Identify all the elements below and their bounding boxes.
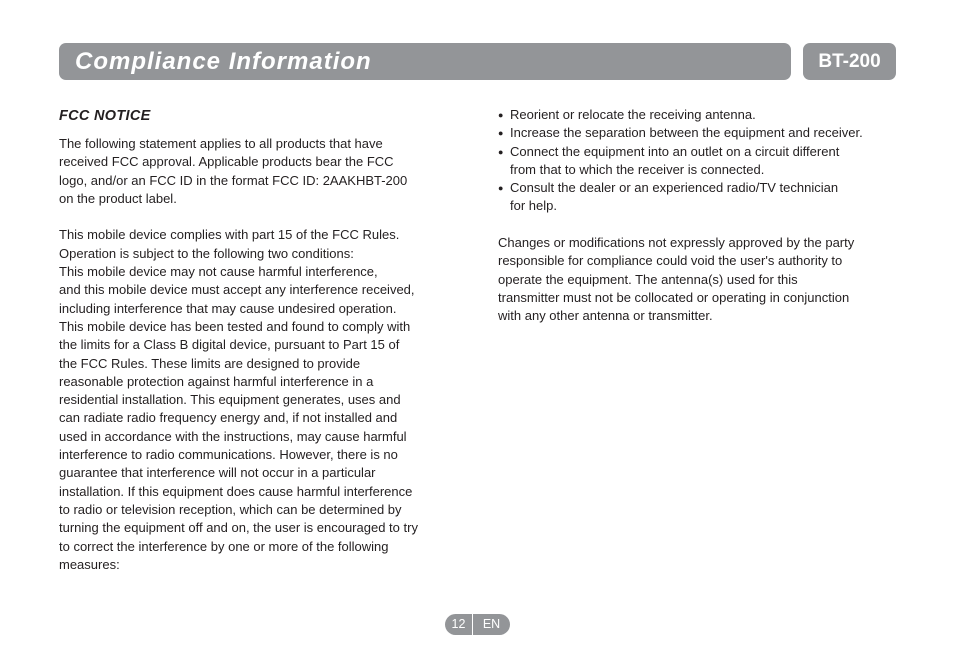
text-line: Increase the separation between the equipment and receiver. [510,125,863,141]
text-line: including interference that may cause undesired operation. [59,300,397,316]
text-line: Consult the dealer or an experienced radio/TV technician [510,180,839,196]
paragraph-gap [59,208,459,226]
text-line: Reorient or relocate the receiving antenna. [510,107,756,122]
text-line: received FCC approval. Applicable products bear the FCC [59,154,394,170]
text-line: turning the equipment off and on, the user is encouraged to try [59,520,418,536]
text-line: interference to radio communications. However, there is no [59,447,398,463]
paragraph-modifications [498,234,908,325]
text-line: This mobile device has been tested and found to comply with [59,318,411,334]
text-line: on the product label. [59,190,177,206]
bullet-icon: ● [498,183,504,194]
text-line: The following statement applies to all products that have [59,136,383,151]
text-line: transmitter must not be collocated or operating in conjunction [498,289,850,305]
text-line: the limits for a Class B digital device, pursuant to Part 15 of [59,337,400,353]
text-line: operate the equipment. The antenna(s) used for this [498,271,798,287]
text-line: logo, and/or an FCC ID in the format FCC ID: 2AAKHBT-200 [59,172,408,188]
bullet-icon: ● [498,146,504,157]
text-line: to correct the interference by one or more of the following [59,538,389,554]
text-line: guarantee that interference will not occur in a particular [59,465,376,481]
text-line: with any other antenna or transmitter. [498,308,713,324]
text-line: can radiate radio frequency energy and, if not installed and [59,410,398,426]
bullet-icon: ● [498,128,504,139]
section-heading: FCC NOTICE [59,108,151,124]
list-item [498,124,908,142]
language-label: EN [482,617,501,631]
paragraph-compliance [59,226,459,574]
text-line: Operation is subject to the following two conditions: [59,245,354,261]
header-bar [59,43,791,80]
text-line: and this mobile device must accept any interference received, [59,282,415,298]
right-column [498,106,908,326]
text-line: This mobile device complies with part 15 of the FCC Rules. [59,227,400,243]
measures-list [498,106,908,216]
bullet-icon: ● [498,110,504,120]
left-column [59,106,459,574]
page-indicator [445,614,510,635]
text-line: Changes or modifications not expressly approved by the party [498,235,855,251]
text-line: measures: [59,556,120,572]
text-line: from that to which the receiver is connected. [510,161,765,177]
text-line: to radio or television reception, which can be determined by [59,501,402,517]
model-badge: BT-200 [803,43,896,80]
list-item [498,106,908,124]
text-line: reasonable protection against harmful interference in a [59,373,374,389]
page-number: 12 [445,614,473,635]
list-item [498,143,908,180]
text-line: for help. [510,198,557,214]
text-line: This mobile device may not cause harmful interference, [59,264,378,280]
page-title: Compliance Information [75,48,372,75]
list-item [498,179,908,216]
text-line: residential installation. This equipment generates, uses and [59,392,401,408]
text-line: installation. If this equipment does cause harmful interference [59,483,413,499]
text-line: used in accordance with the instructions, may cause harmful [59,428,407,444]
paragraph-fcc-statement [59,135,459,208]
text-line: Connect the equipment into an outlet on a circuit different [510,143,840,159]
text-line: responsible for compliance could void the user's authority to [498,253,843,269]
text-line: the FCC Rules. These limits are designed to provide [59,355,361,371]
